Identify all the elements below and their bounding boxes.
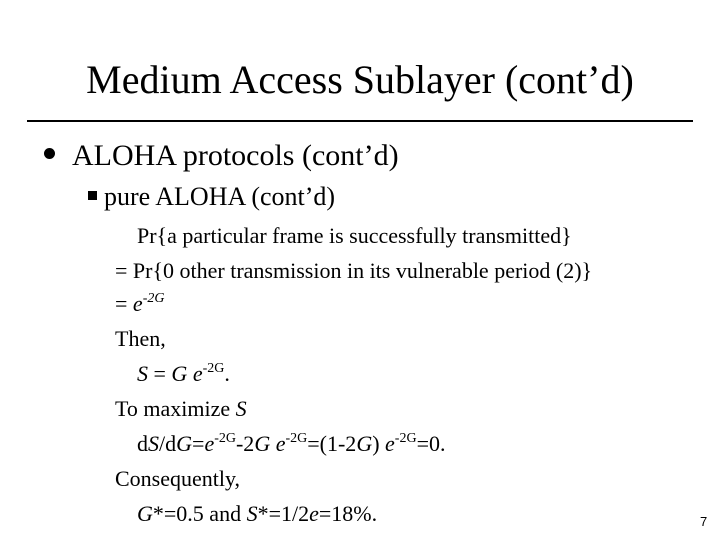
probability-equals-line: = Pr{0 other transmission in its vulnerable period (2)} xyxy=(115,258,593,283)
bullet-aloha-protocols: ALOHA protocols (cont’d) xyxy=(72,139,399,172)
consequently-line: Consequently, xyxy=(115,466,241,491)
title-divider xyxy=(27,120,693,122)
optimum-result-line: G*=0.5 and S*=1/2e=18%. xyxy=(137,501,378,526)
square-bullet-icon xyxy=(88,191,97,200)
derivative-formula: $dS/dG=e^{-2G}-2G$ $e^{-2G}=(1-2G)$ $e^{-2G}=0$. xyxy=(137,431,446,456)
slide-title: Medium Access Sublayer (cont’d) xyxy=(86,57,634,102)
page-number: 7 xyxy=(700,514,708,529)
throughput-formula: S = G $e^{-2G}$. xyxy=(137,361,230,386)
bullet-pure-aloha: pure ALOHA (cont’d) xyxy=(104,182,336,211)
probability-line: Pr{a particular frame is successfully transmitted} xyxy=(137,223,572,248)
exponent-result-line: = $e^{-2G}$ xyxy=(115,291,165,316)
maximize-line: To maximize S xyxy=(115,396,247,421)
then-line: Then, xyxy=(115,326,166,351)
round-bullet-icon xyxy=(44,148,55,159)
